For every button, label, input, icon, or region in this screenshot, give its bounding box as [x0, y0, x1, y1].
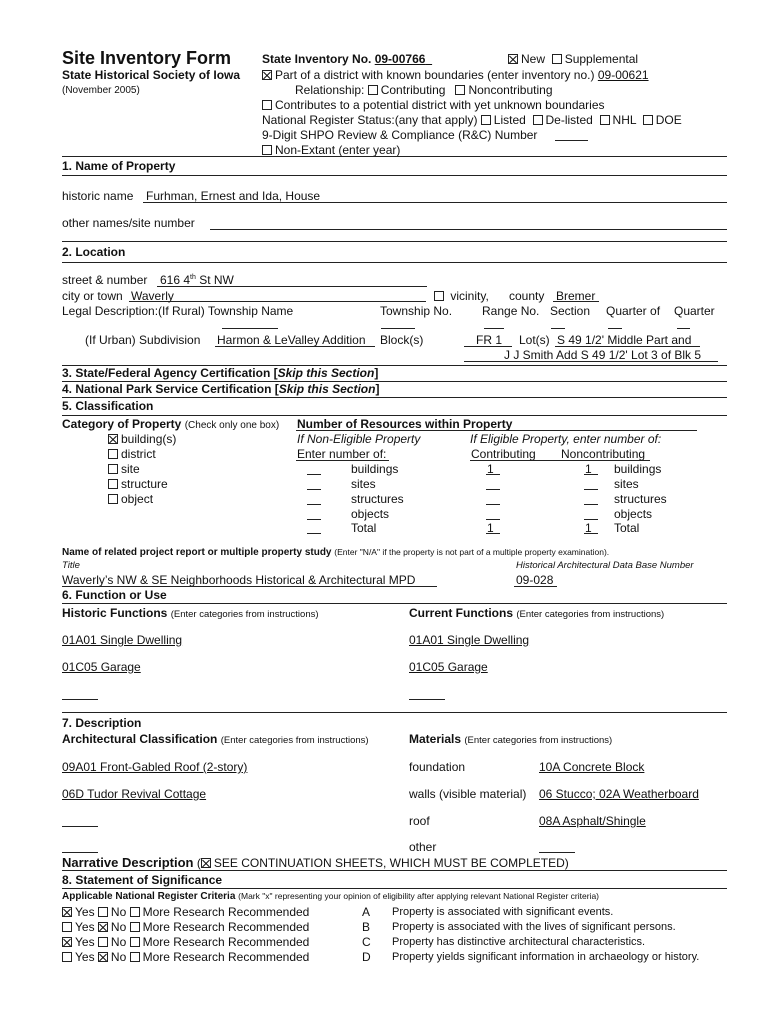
potential-checkbox[interactable] — [262, 100, 272, 110]
noncontrib-buildings-value[interactable]: 1 — [585, 462, 592, 476]
section-4-title: 4. National Park Service Certification [ — [62, 382, 279, 396]
nhl-label: NHL — [612, 113, 637, 127]
contrib-buildings-field[interactable] — [486, 474, 500, 475]
vicinity-label: vicinity, — [450, 289, 489, 303]
resource-type-sites-el: sites — [614, 477, 639, 491]
section-divider — [62, 415, 727, 416]
current-function-2[interactable]: 01C05 Garage — [409, 660, 488, 674]
city-label: city or town — [62, 289, 123, 303]
quarter-field[interactable] — [677, 328, 690, 329]
resources-heading-rule — [296, 430, 697, 431]
category-hint: (Check only one box) — [184, 420, 280, 431]
section-3-title: 3. State/Federal Agency Certification [ — [62, 366, 278, 380]
object-checkbox[interactable] — [108, 494, 118, 504]
building-checkbox[interactable] — [108, 434, 118, 444]
city-field[interactable] — [129, 301, 426, 302]
eligible-cols-rule — [470, 460, 650, 461]
resource-type-buildings: buildings — [351, 462, 399, 476]
criteria-c-yes-checkbox[interactable] — [62, 937, 72, 947]
criteria-row-c — [62, 936, 309, 948]
section-8-heading: 8. Statement of Significance — [62, 873, 223, 887]
township-no-label: Township No. — [380, 304, 453, 318]
historic-functions-header — [62, 607, 319, 620]
street-ordinal: th — [190, 274, 196, 281]
contrib-sites-field[interactable] — [486, 489, 500, 490]
resource-type-buildings-el: buildings — [614, 462, 662, 476]
material-value-roof[interactable]: 08A Asphalt/Shingle — [539, 814, 646, 828]
category-building[interactable] — [108, 433, 176, 445]
lots-value-line-1[interactable]: S 49 1/2' Middle Part and — [557, 333, 692, 347]
more-research-label: More Research Recommended — [142, 935, 310, 949]
material-label-walls: walls (visible material) — [409, 787, 527, 801]
relationship-line — [295, 84, 553, 96]
block-field[interactable] — [464, 346, 512, 347]
listed-checkbox[interactable] — [481, 115, 491, 125]
database-number-field[interactable] — [514, 586, 557, 587]
urban-subdivision-label: (If Urban) Subdivision — [85, 333, 201, 347]
street-value[interactable] — [160, 274, 234, 286]
city-value[interactable]: Waverly — [131, 289, 174, 303]
material-label-foundation: foundation — [409, 760, 466, 774]
lots-label: Lot(s) — [519, 333, 550, 347]
resource-type-objects: objects — [351, 507, 390, 521]
ne-sites-field[interactable] — [307, 489, 321, 490]
nonextant-line — [262, 144, 400, 156]
narrative-line: Narrative Description ( SEE CONTINUATION SHEETS, WHICH MUST BE COMPLETED) — [62, 855, 569, 870]
street-name: St NW — [195, 273, 234, 287]
criteria-d-no-checkbox[interactable] — [98, 952, 108, 962]
section-3-heading — [62, 367, 378, 379]
no-label: No — [110, 950, 127, 964]
delisted-label: De-listed — [545, 113, 593, 127]
ne-buildings-field[interactable] — [307, 474, 321, 475]
nonextant-checkbox[interactable] — [262, 145, 272, 155]
current-functions-label: Current Functions — [409, 606, 513, 620]
category-district[interactable] — [108, 448, 156, 460]
org-name: State Historical Society of Iowa — [62, 68, 241, 82]
related-study-label: Name of related project report or multiple property study — [62, 547, 332, 558]
street-field[interactable] — [157, 286, 427, 287]
lots-field[interactable] — [555, 346, 700, 347]
range-field[interactable] — [484, 328, 504, 329]
section-divider — [62, 888, 727, 889]
database-number[interactable]: 09-028 — [516, 573, 554, 587]
criteria-a-yes-checkbox[interactable] — [62, 907, 72, 917]
category-object[interactable] — [108, 493, 153, 505]
arch-class-header — [62, 733, 369, 746]
section-divider — [62, 603, 727, 604]
current-function-3-field[interactable] — [409, 699, 445, 700]
contrib-objects-field[interactable] — [486, 519, 500, 520]
current-functions-hint: (Enter categories from instructions) — [516, 609, 665, 620]
form-date: (November 2005) — [62, 85, 140, 96]
noncontrib-structures-field[interactable] — [584, 504, 598, 505]
related-study-title[interactable]: Waverly’s NW & SE Neighborhoods Historical & Architectural MPD — [62, 573, 416, 587]
related-study-hint: (Enter "N/A" if the property is not part of a multiple property examination). — [334, 547, 610, 557]
category-site[interactable] — [108, 463, 140, 475]
shpo-field[interactable] — [555, 140, 588, 141]
yes-label: Yes — [75, 905, 95, 919]
noncontrib-objects-field[interactable] — [584, 519, 598, 520]
supplemental-label: Supplemental — [564, 52, 639, 66]
database-number-label: Historical Architectural Data Base Number — [516, 560, 694, 571]
material-value-walls[interactable]: 06 Stucco; 02A Weatherboard — [539, 787, 699, 801]
potential-line — [262, 99, 605, 111]
criteria-label: Applicable National Register Criteria — [62, 891, 236, 902]
section-divider — [62, 870, 727, 871]
potential-text: Contributes to a potential district with yet unknown boundaries — [275, 98, 605, 112]
new-label: New — [521, 52, 546, 66]
section-4-heading — [62, 383, 379, 395]
quarter-of-label: Quarter of — [606, 304, 661, 318]
other-names-field[interactable] — [210, 229, 727, 230]
more-research-label: More Research Recommended — [142, 905, 310, 919]
historic-name-label: historic name — [62, 189, 134, 203]
contributing-checkbox[interactable] — [368, 85, 378, 95]
section-divider — [62, 175, 727, 176]
contrib-total-value[interactable]: 1 — [487, 521, 494, 535]
category-label-building: building(s) — [121, 432, 177, 446]
section-3-bracket: ] — [374, 366, 379, 380]
category-label: Category of Property — [62, 417, 182, 431]
nhl-checkbox[interactable] — [600, 115, 610, 125]
materials-header — [409, 733, 612, 746]
materials-label: Materials — [409, 732, 462, 746]
range-label: Range No. — [482, 304, 540, 318]
relationship-label: Relationship: — [295, 83, 365, 97]
county-value[interactable]: Bremer — [556, 289, 596, 303]
arch-class-hint: (Enter categories from instructions) — [220, 735, 369, 746]
form-title: Site Inventory Form — [62, 48, 232, 68]
subdivision-field[interactable] — [215, 346, 375, 347]
section-divider — [62, 241, 727, 242]
district-text: Part of a district with known boundaries (enter inventory no.) — [275, 68, 595, 82]
noncontributing-col-label: Noncontributing — [561, 447, 646, 461]
criteria-row-b — [62, 921, 309, 933]
nr-status-line — [262, 114, 682, 126]
section-4-skip: Skip this Section — [278, 382, 376, 396]
criteria-hint: (Mark "x" representing your opinion of eligibility after applying relevant National Register criteria) — [238, 891, 600, 901]
historic-function-1[interactable]: 01A01 Single Dwelling — [62, 633, 183, 647]
vicinity-group — [434, 290, 489, 302]
criteria-d-yes-checkbox[interactable] — [62, 952, 72, 962]
section-divider — [62, 712, 727, 713]
district-line — [262, 69, 649, 81]
doe-checkbox[interactable] — [643, 115, 653, 125]
section-1-heading: 1. Name of Property — [62, 159, 176, 173]
criteria-desc-d: Property yields significant information in archaeology or history. — [392, 951, 700, 963]
section-divider — [62, 156, 727, 157]
quarter-of-field[interactable] — [608, 328, 622, 329]
material-label-other: other — [409, 840, 437, 854]
current-functions-header — [409, 607, 664, 620]
lots-value-line-2[interactable]: J J Smith Add S 49 1/2' Lot 3 of Blk 5 — [504, 348, 702, 362]
category-label-district: district — [121, 447, 156, 461]
new-supplemental — [508, 53, 638, 65]
ne-structures-field[interactable] — [307, 504, 321, 505]
supplemental-checkbox[interactable] — [552, 54, 562, 64]
block-label: Block(s) — [380, 333, 424, 347]
category-label-structure: structure — [121, 477, 168, 491]
noncontrib-sites-field[interactable] — [584, 489, 598, 490]
shpo-label: 9-Digit SHPO Review & Compliance (R&C) Number — [262, 128, 538, 142]
other-names-label: other names/site number — [62, 216, 195, 230]
criteria-letter-b: B — [362, 920, 371, 934]
criteria-c-more-checkbox[interactable] — [130, 937, 140, 947]
section-divider — [62, 397, 727, 398]
noncontrib-total-field[interactable] — [584, 533, 598, 534]
criteria-letter-c: C — [362, 935, 371, 949]
contributing-col-label: Contributing — [471, 447, 536, 461]
contributing-label: Contributing — [380, 83, 446, 97]
contrib-structures-field[interactable] — [486, 504, 500, 505]
inventory-label: State Inventory No. — [262, 52, 372, 66]
resource-type-objects-el: objects — [614, 507, 653, 521]
resource-type-total: Total — [351, 521, 377, 535]
section-field[interactable] — [551, 328, 565, 329]
category-structure[interactable] — [108, 478, 168, 490]
category-header — [62, 418, 279, 431]
resource-type-structures-el: structures — [614, 492, 667, 506]
related-study-header — [62, 548, 609, 558]
resources-heading: Number of Resources within Property — [297, 417, 513, 431]
contrib-total-field[interactable] — [486, 533, 500, 534]
historic-function-3-field[interactable] — [62, 699, 98, 700]
yes-label: Yes — [75, 920, 95, 934]
eligible-label: If Eligible Property, enter number of: — [470, 432, 662, 446]
noncontrib-total-value[interactable]: 1 — [585, 521, 592, 535]
material-value-other-field[interactable] — [539, 852, 575, 853]
township-name-field[interactable] — [222, 328, 278, 329]
yes-label: Yes — [75, 950, 95, 964]
criteria-d-more-checkbox[interactable] — [130, 952, 140, 962]
historic-name-value[interactable]: Furhman, Ernest and Ida, House — [146, 189, 321, 203]
criteria-letter-a: A — [362, 905, 371, 919]
arch-class-1[interactable]: 09A01 Front-Gabled Roof (2-story) — [62, 760, 248, 774]
section-label: Section — [550, 304, 591, 318]
non-eligible-label: If Non-Eligible Property — [297, 432, 421, 446]
doe-label: DOE — [655, 113, 682, 127]
criteria-desc-a: Property is associated with significant events. — [392, 906, 614, 918]
historic-function-2[interactable]: 01C05 Garage — [62, 660, 141, 674]
street-label: street & number — [62, 273, 148, 287]
district-checkbox[interactable] — [262, 70, 272, 80]
ne-total-field[interactable] — [307, 533, 321, 534]
section-6-heading: 6. Function or Use — [62, 588, 167, 602]
noncontrib-buildings-field[interactable] — [584, 474, 598, 475]
narrative-label: Narrative Description — [62, 855, 194, 870]
criteria-b-yes-checkbox[interactable] — [62, 922, 72, 932]
title-label: Title — [62, 560, 80, 571]
yes-label: Yes — [75, 935, 95, 949]
narrative-text: SEE CONTINUATION SHEETS, WHICH MUST BE COMPLETED) — [213, 856, 569, 870]
county-label: county — [509, 289, 545, 303]
section-3-skip: Skip this Section — [277, 366, 375, 380]
delisted-checkbox[interactable] — [533, 115, 543, 125]
enter-number-rule — [296, 460, 389, 461]
category-label-site: site — [121, 462, 140, 476]
criteria-a-more-checkbox[interactable] — [130, 907, 140, 917]
structure-checkbox[interactable] — [108, 479, 118, 489]
resource-type-total-el: Total — [614, 521, 640, 535]
noncontributing-label: Noncontributing — [468, 83, 553, 97]
related-study-title-field[interactable] — [62, 586, 437, 587]
criteria-row-d — [62, 951, 309, 963]
inventory-line — [262, 53, 432, 65]
resource-type-structures: structures — [351, 492, 404, 506]
more-research-label: More Research Recommended — [142, 950, 310, 964]
no-label: No — [110, 920, 127, 934]
no-label: No — [110, 905, 127, 919]
block-value[interactable]: FR 1 — [476, 333, 503, 347]
current-function-1[interactable]: 01A01 Single Dwelling — [409, 633, 530, 647]
section-5-heading: 5. Classification — [62, 399, 154, 413]
street-number: 616 4 — [160, 273, 191, 287]
material-label-roof: roof — [409, 814, 430, 828]
inventory-number[interactable]: 09-00766 — [374, 52, 426, 66]
nr-status-label: National Register Status:(any that apply) — [262, 113, 478, 127]
historic-functions-label: Historic Functions — [62, 606, 168, 620]
criteria-a-no-checkbox[interactable] — [98, 907, 108, 917]
section-4-bracket: ] — [375, 382, 380, 396]
new-checkbox[interactable] — [508, 54, 518, 64]
section-2-heading: 2. Location — [62, 245, 126, 259]
site-checkbox[interactable] — [108, 464, 118, 474]
criteria-row-a — [62, 906, 309, 918]
criteria-letter-d: D — [362, 950, 371, 964]
township-no-field[interactable] — [381, 328, 415, 329]
category-label-object: object — [121, 492, 154, 506]
arch-class-4-field[interactable] — [62, 852, 98, 853]
material-value-foundation[interactable]: 10A Concrete Block — [539, 760, 645, 774]
nonextant-label: Non-Extant (enter year) — [275, 143, 401, 157]
section-7-heading: 7. Description — [62, 716, 142, 730]
resource-type-sites: sites — [351, 477, 376, 491]
ne-objects-field[interactable] — [307, 519, 321, 520]
criteria-header — [62, 892, 599, 902]
lots-field-2[interactable] — [464, 361, 718, 362]
shpo-line — [262, 129, 537, 141]
historic-name-field[interactable] — [143, 202, 727, 203]
section-divider — [62, 262, 727, 263]
criteria-b-no-checkbox[interactable] — [98, 922, 108, 932]
no-label: No — [110, 935, 127, 949]
district-category-checkbox[interactable] — [108, 449, 118, 459]
vicinity-checkbox[interactable] — [434, 291, 444, 301]
subdivision-value[interactable]: Harmon & LeValley Addition — [217, 333, 366, 347]
arch-class-3-field[interactable] — [62, 826, 98, 827]
criteria-desc-c: Property has distinctive architectural characteristics. — [392, 936, 646, 948]
materials-hint: (Enter categories from instructions) — [464, 735, 613, 746]
noncontributing-checkbox[interactable] — [455, 85, 465, 95]
criteria-b-more-checkbox[interactable] — [130, 922, 140, 932]
arch-class-2[interactable]: 06D Tudor Revival Cottage — [62, 787, 207, 801]
criteria-desc-b: Property is associated with the lives of significant persons. — [392, 921, 676, 933]
narrative-checkbox[interactable] — [201, 858, 211, 868]
listed-label: Listed — [493, 113, 526, 127]
enter-number-label: Enter number of: — [297, 447, 387, 461]
historic-functions-hint: (Enter categories from instructions) — [170, 609, 319, 620]
legal-description-label: Legal Description:(If Rural) Township Name — [62, 304, 294, 318]
quarter-label: Quarter — [674, 304, 715, 318]
county-field[interactable] — [553, 301, 599, 302]
contrib-buildings-value[interactable]: 1 — [487, 462, 494, 476]
more-research-label: More Research Recommended — [142, 920, 310, 934]
district-number[interactable]: 09-00621 — [597, 68, 649, 82]
criteria-c-no-checkbox[interactable] — [98, 937, 108, 947]
arch-class-label: Architectural Classification — [62, 732, 218, 746]
